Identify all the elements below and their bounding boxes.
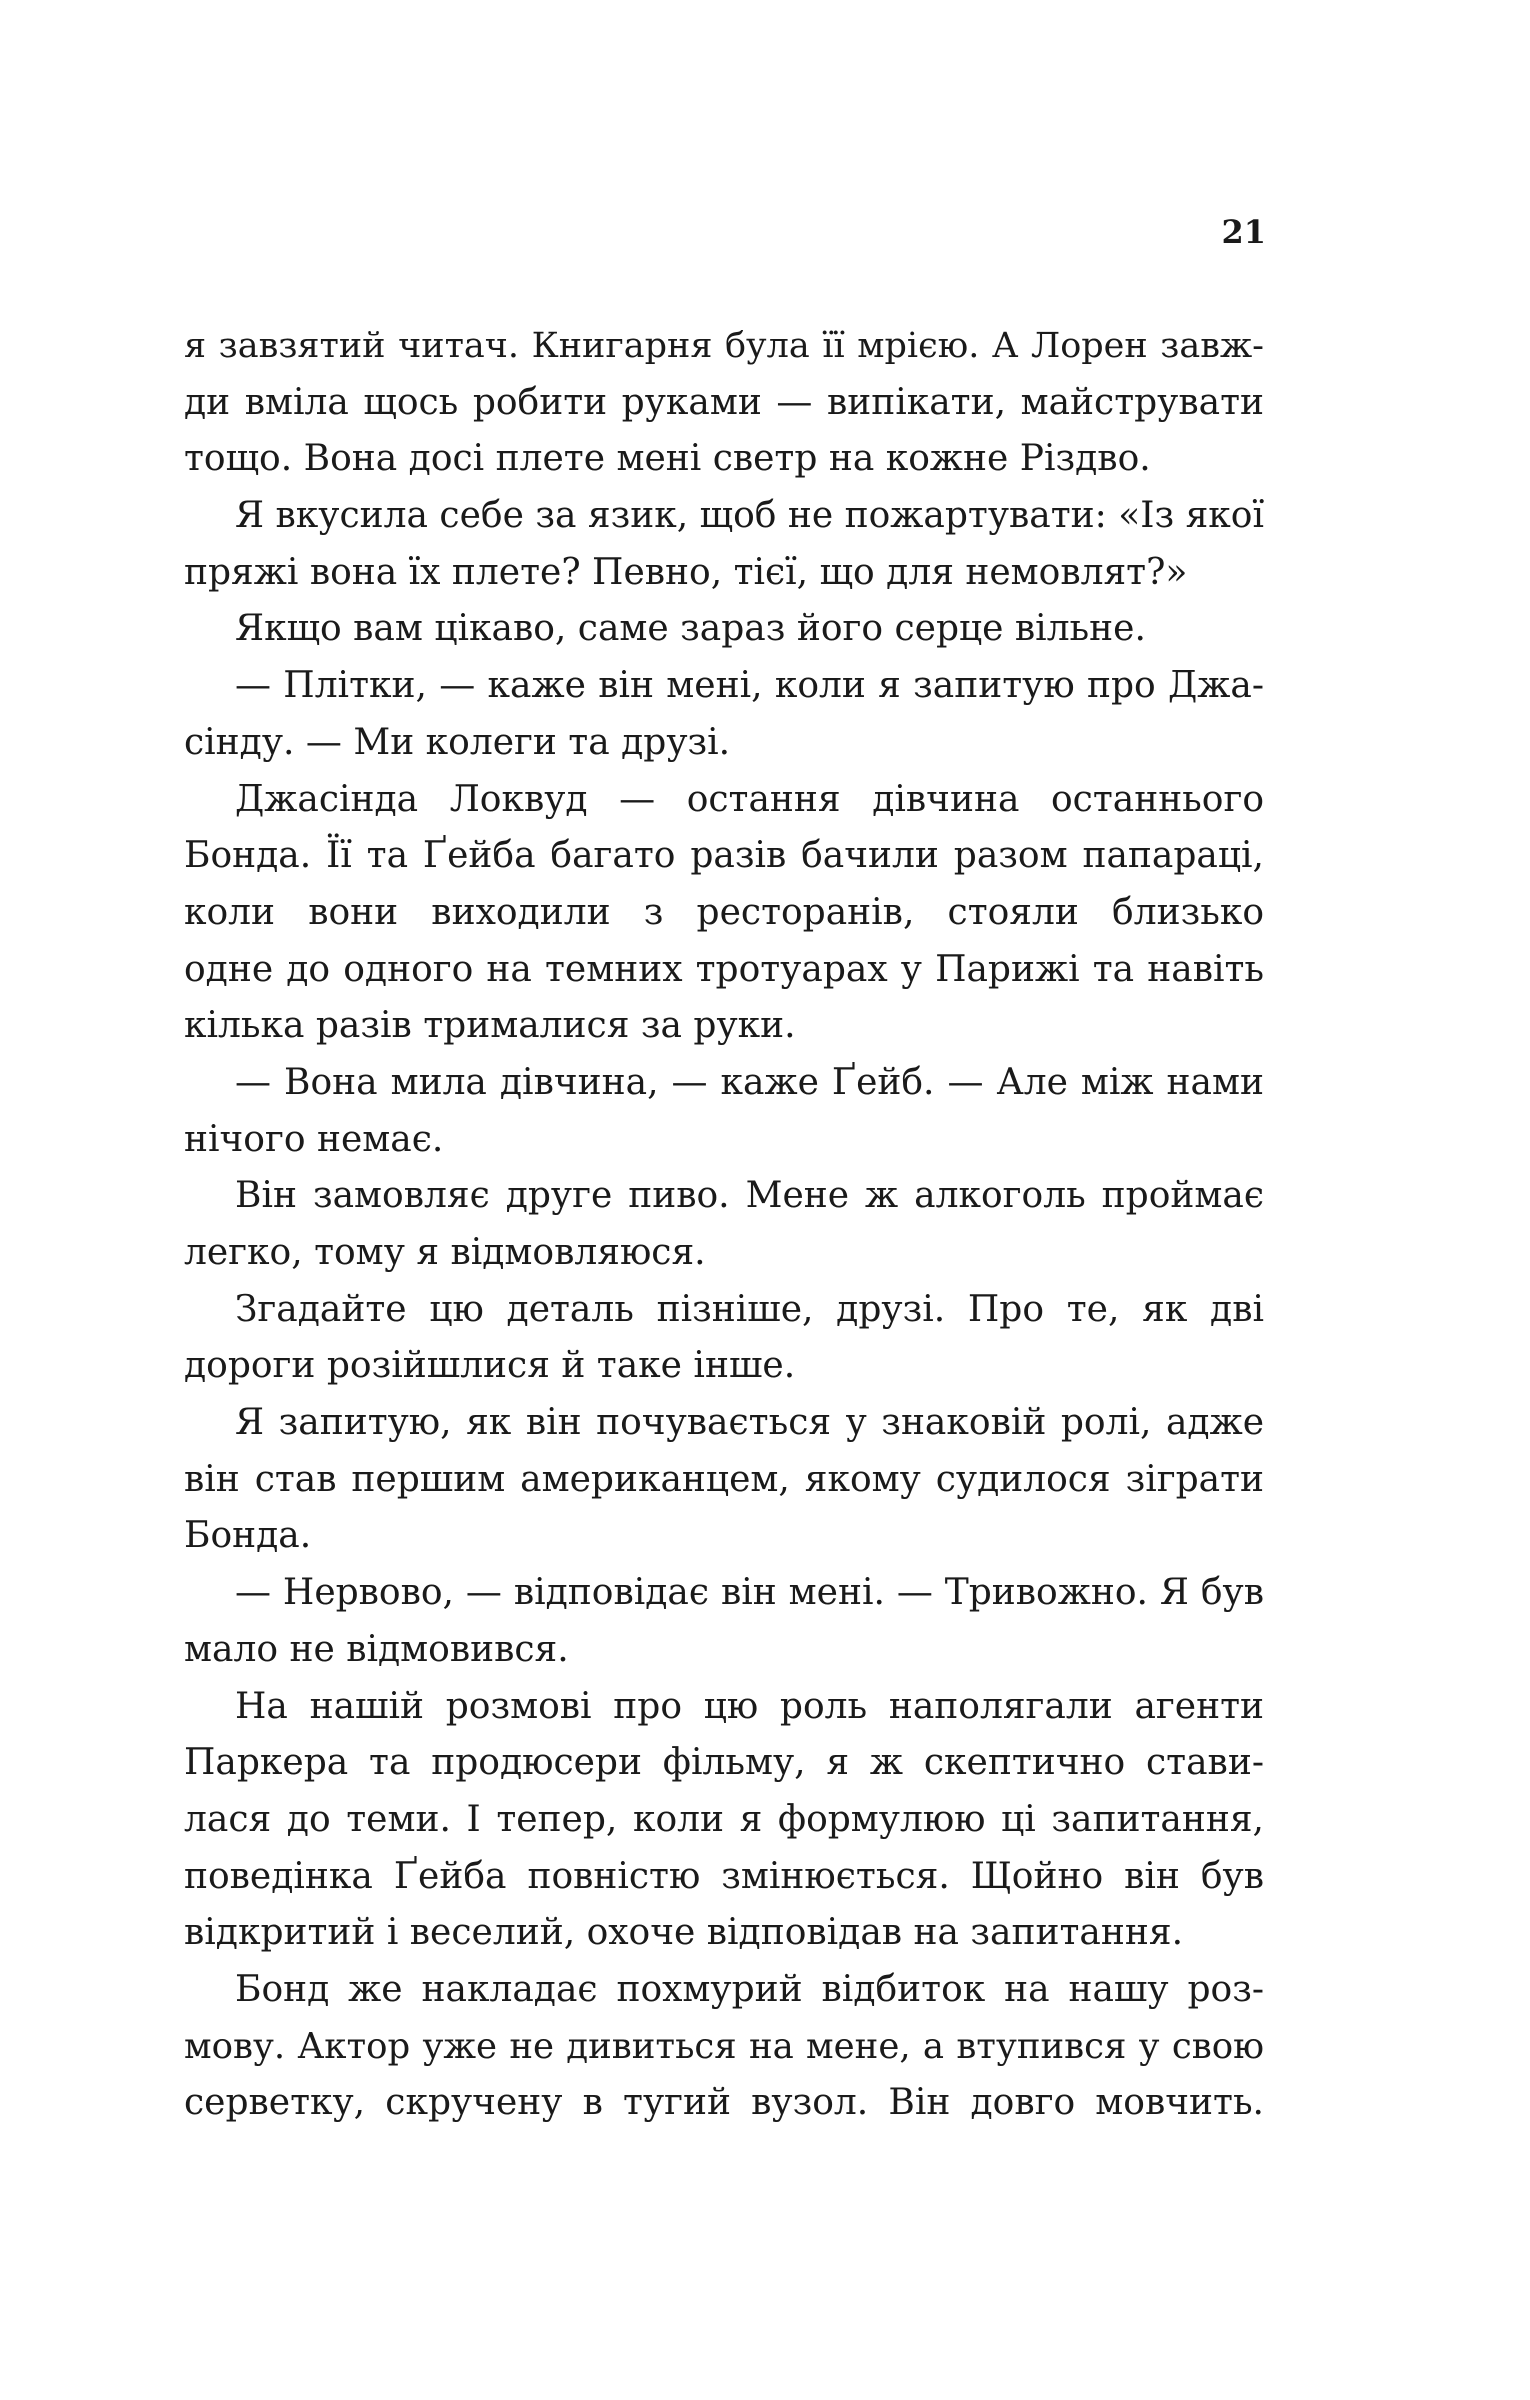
text-line: — Вона мила дівчина, — каже Ґейб. — Але між нами <box>235 1061 1264 1103</box>
text-line: Бонда. <box>184 1515 312 1557</box>
page-number: 21 <box>1221 213 1266 251</box>
text-line: нічого немає. <box>184 1118 444 1160</box>
text-line: мову. Актор уже не дивиться на мене, а втупився у свою <box>184 2025 1264 2067</box>
text-line: я завзятий читач. Книгарня була її мрією. А Лорен завж- <box>184 326 1264 366</box>
text-line: Джасінда Локвуд — остання дівчина останнього <box>235 778 1264 820</box>
text-line: серветку, скручену в тугий вузол. Він довго мовчить. <box>184 2082 1264 2124</box>
text-line: Я вкусила себе за язик, щоб не пожартувати: «Із якої <box>235 495 1264 537</box>
text-line: На нашій розмові про цю роль наполягали агенти <box>235 1685 1264 1727</box>
text-line: Бонда. Її та Ґейба багато разів бачили разом папараці, <box>184 835 1264 877</box>
text-line: поведінка Ґейба повністю змінюється. Щойно він був <box>184 1855 1264 1897</box>
text-line: коли вони виходили з ресторанів, стояли близько <box>184 891 1264 933</box>
text-line: відкритий і веселий, охоче відповідав на запитання. <box>184 1912 1184 1954</box>
text-line: — Нервово, — відповідає він мені. — Тривожно. Я був <box>235 1572 1264 1614</box>
text-line: Я запитую, як він почувається у знаковій ролі, адже <box>235 1402 1264 1444</box>
text-line: Якщо вам цікаво, саме зараз його серце вільне. <box>235 608 1146 650</box>
text-line: тощо. Вона досі плете мені светр на кожне Різдво. <box>184 438 1151 480</box>
text-line: лася до теми. І тепер, коли я формулюю ці запитання, <box>184 1798 1264 1840</box>
text-line: кілька разів трималися за руки. <box>184 1005 796 1047</box>
text-line: Паркера та продюсери фільму, я ж скептично стави- <box>184 1742 1264 1784</box>
text-line: він став першим американцем, якому судилося зіграти <box>184 1458 1264 1500</box>
text-line: сінду. — Ми колеги та друзі. <box>184 721 731 763</box>
text-line: ди вміла щось робити руками — випікати, майструвати <box>184 381 1264 423</box>
text-line: мало не відмовився. <box>184 1628 569 1670</box>
text-line: дороги розійшлися й таке інше. <box>184 1345 796 1387</box>
text-line: пряжі вона їх плете? Певно, тієї, що для немовлят?» <box>184 551 1188 593</box>
text-line: — Плітки, — каже він мені, коли я запитую про Джа- <box>235 665 1264 707</box>
text-line: Згадайте цю деталь пізніше, друзі. Про те, як дві <box>235 1288 1264 1330</box>
body-text <box>184 318 1264 2132</box>
text-line: одне до одного на темних тротуарах у Парижі та навіть <box>184 948 1264 990</box>
text-line: Бонд же накладає похмурий відбиток на нашу роз- <box>235 1968 1264 2010</box>
text-line: легко, тому я відмовляюся. <box>184 1232 706 1273</box>
text-line: Він замовляє друге пиво. Мене ж алкоголь проймає <box>235 1175 1264 1217</box>
